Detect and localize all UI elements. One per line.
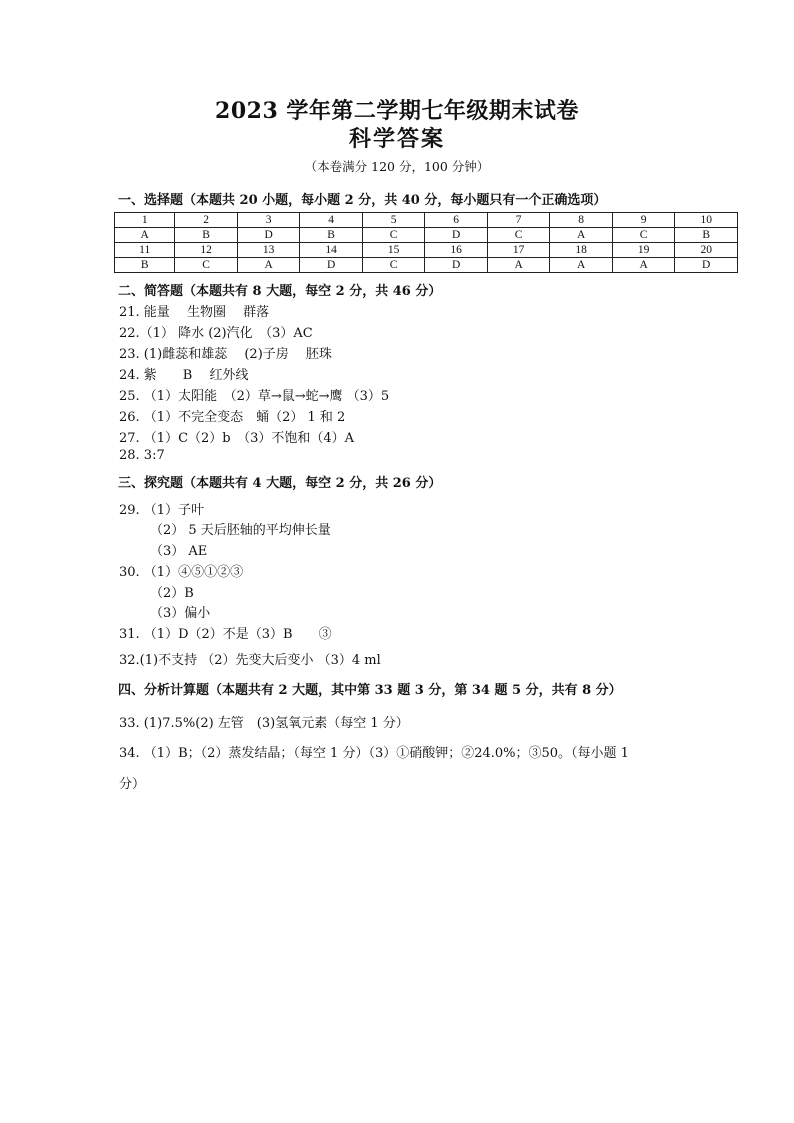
answer-cell: C bbox=[175, 258, 238, 273]
question-number-cell: 17 bbox=[487, 243, 550, 258]
answer-cell: D bbox=[300, 258, 363, 273]
answer-cell: C bbox=[612, 228, 675, 243]
question-number-cell: 13 bbox=[237, 243, 300, 258]
section4-heading: 四、分析计算题（本题共有 2 大题，其中第 33 题 3 分，第 34 题 5 分，共有 8 分） bbox=[118, 683, 622, 698]
answer-cell: A bbox=[487, 258, 550, 273]
answer-21: 21. 能量 生物圈 群落 bbox=[119, 305, 270, 320]
question-number-cell: 20 bbox=[675, 243, 738, 258]
question-number-cell: 3 bbox=[237, 213, 300, 228]
page-title: 2023 学年第二学期七年级期末试卷 bbox=[215, 98, 579, 124]
question-number-cell: 11 bbox=[115, 243, 175, 258]
answer-cell: B bbox=[300, 228, 363, 243]
answer-30-1: 30. （1）④⑤①②③ bbox=[119, 565, 244, 580]
page-subtitle: 科学答案 bbox=[348, 126, 445, 152]
question-number-cell: 2 bbox=[175, 213, 238, 228]
question-number-row bbox=[115, 243, 738, 258]
answer-29-1: 29. （1）子叶 bbox=[119, 503, 205, 518]
answer-cell: B bbox=[115, 258, 175, 273]
answer-cell: D bbox=[425, 228, 488, 243]
question-number-row bbox=[115, 213, 738, 228]
answer-cell: B bbox=[175, 228, 238, 243]
answer-cell: C bbox=[487, 228, 550, 243]
question-number-cell: 7 bbox=[487, 213, 550, 228]
question-number-cell: 16 bbox=[425, 243, 488, 258]
answer-25: 25. （1）太阳能 （2）草→鼠→蛇→鹰 （3）5 bbox=[119, 389, 390, 404]
exam-note: （本卷满分 120 分，100 分钟） bbox=[304, 159, 490, 174]
answer-30-2: （2）B bbox=[150, 586, 194, 601]
answer-cell: A bbox=[612, 258, 675, 273]
answer-cell: C bbox=[362, 258, 425, 273]
answer-cell: D bbox=[237, 228, 300, 243]
answer-34-cont: 分） bbox=[119, 777, 146, 792]
answer-cell: C bbox=[362, 228, 425, 243]
question-number-cell: 18 bbox=[550, 243, 613, 258]
section2-heading: 二、简答题（本题共有 8 大题，每空 2 分，共 46 分） bbox=[118, 284, 442, 299]
question-number-cell: 10 bbox=[675, 213, 738, 228]
question-number-cell: 5 bbox=[362, 213, 425, 228]
answer-32: 32.(1)不支持 （2）先变大后变小 （3）4 ml bbox=[119, 653, 381, 668]
question-number-cell: 19 bbox=[612, 243, 675, 258]
answer-28: 28. 3:7 bbox=[119, 448, 165, 463]
answer-cell: D bbox=[425, 258, 488, 273]
question-number-cell: 9 bbox=[612, 213, 675, 228]
choice-answer-table bbox=[114, 212, 738, 273]
section1-heading: 一、选择题（本题共 20 小题，每小题 2 分，共 40 分，每小题只有一个正确选项） bbox=[118, 193, 607, 208]
question-number-cell: 14 bbox=[300, 243, 363, 258]
answer-27: 27. （1）C（2）b （3）不饱和（4）A bbox=[119, 431, 355, 446]
section3-heading: 三、探究题（本题共有 4 大题，每空 2 分，共 26 分） bbox=[118, 476, 442, 491]
answer-cell: A bbox=[237, 258, 300, 273]
answer-22: 22.（1） 降水 (2)汽化 （3）AC bbox=[119, 326, 313, 341]
question-number-cell: 15 bbox=[362, 243, 425, 258]
question-number-cell: 6 bbox=[425, 213, 488, 228]
question-number-cell: 8 bbox=[550, 213, 613, 228]
answer-26: 26. （1）不完全变态 蛹（2） 1 和 2 bbox=[119, 410, 346, 425]
answer-cell: D bbox=[675, 258, 738, 273]
answer-24: 24. 紫 B 红外线 bbox=[119, 368, 249, 383]
answer-29-3: （3） AE bbox=[150, 544, 208, 559]
answer-cell: B bbox=[675, 228, 738, 243]
answer-33: 33. (1)7.5%(2) 左管 (3)氢氧元素（每空 1 分） bbox=[119, 716, 409, 731]
question-number-cell: 1 bbox=[115, 213, 175, 228]
answer-row bbox=[115, 228, 738, 243]
answer-31: 31. （1）D（2）不是（3）B ③ bbox=[119, 627, 332, 642]
answer-cell: A bbox=[550, 258, 613, 273]
question-number-cell: 4 bbox=[300, 213, 363, 228]
question-number-cell: 12 bbox=[175, 243, 238, 258]
answer-29-2: （2） 5 天后胚轴的平均伸长量 bbox=[150, 523, 331, 538]
answer-30-3: （3）偏小 bbox=[150, 606, 211, 621]
answer-row bbox=[115, 258, 738, 273]
answer-cell: A bbox=[115, 228, 175, 243]
answer-cell: A bbox=[550, 228, 613, 243]
answer-34: 34. （1）B；（2）蒸发结晶；（每空 1 分）（3）①硝酸钾；②24.0%；③50。（每小题 1 bbox=[119, 746, 629, 761]
answer-23: 23. (1)雌蕊和雄蕊 (2)子房 胚珠 bbox=[119, 347, 332, 362]
